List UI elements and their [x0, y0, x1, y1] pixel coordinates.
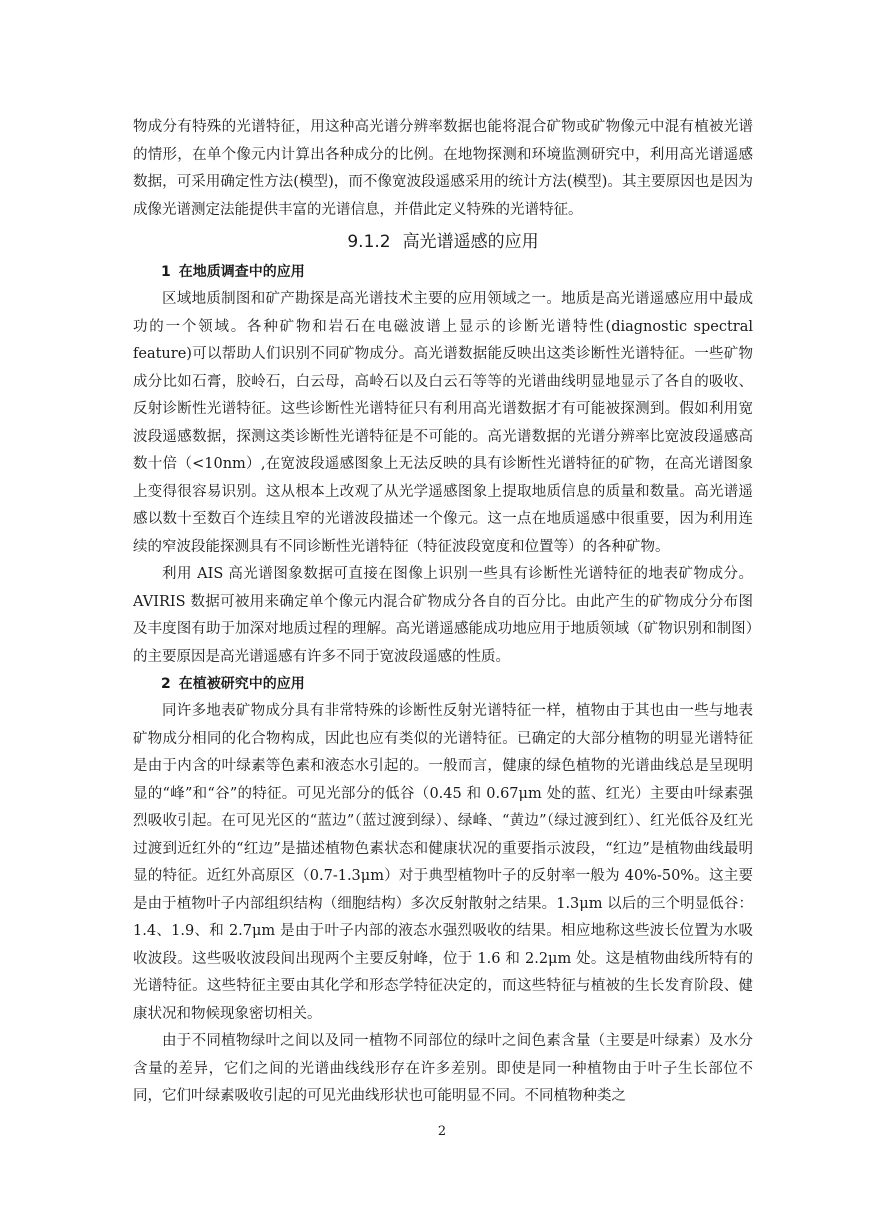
subsection-title: 在植被研究中的应用: [178, 676, 305, 692]
body-paragraph: 同许多地表矿物成分具有非常特殊的诊断性反射光谱特征一样，植物由于其也由一些与地表矿物成分相同的化合物构成，因此也应有类似的光谱特征。已确定的大部分植物的明显光谱特征是由于内含的叶绿素等色素和液态水引起的。一般而言，健康的绿色植物的光谱曲线总是呈现明显的“峰”和“谷”的特征。可见光部分的低谷（0.45 和 0.67μm 处的蓝、红光）主要由叶绿素强烈吸收引起。在可见光区的“蓝边”（蓝过渡到绿）、绿峰、“黄边”（绿过渡到红）、红光低谷及红光过渡到近红外的“红边”是描述植物色素状态和健康状况的重要指示波段，“红边”是植物曲线最明显的特征。近红外高原区（0.7-1.3μm）对于典型植物叶子的反射率一般为 40%-50%。这主要是由于植物叶子内部组织结构（细胞结构）多次反射散射之结果。1.3μm 以后的三个明显低谷：1.4、1.9、和 2.7μm 是由于叶子内部的液态水强烈吸收的结果。相应地称这些波长位置为水吸收波段。这些吸收波段间出现两个主要反射峰，位于 1.6 和 2.2μm 处。这是植物曲线所特有的光谱特征。这些特征主要由其化学和形态学特征决定的，而这些特征与植被的生长发育阶段、健康状况和物候现象密切相关。: [133, 703, 753, 1022]
subsection-heading-geology: [133, 259, 753, 286]
subsection-title: 在地质调查中的应用: [178, 264, 305, 280]
subsection-number: 1: [161, 264, 171, 280]
subsection-heading-vegetation: [133, 671, 753, 698]
body-paragraph-continued: 物成分有特殊的光谱特征，用这种高光谱分辨率数据也能将混合矿物或矿物像元中混有植被光谱的情形，在单个像元内计算出各种成分的比例。在地物探测和环境监测研究中，利用高光谱遥感数据，可采用确定性方法(模型)，而不像宽波段遥感采用的统计方法(模型)。其主要原因也是因为成像光谱测定法能提供丰富的光谱信息，并借此定义特殊的光谱特征。: [133, 119, 753, 218]
body-paragraph: 利用 AIS 高光谱图象数据可直接在图像上识别一些具有诊断性光谱特征的地表矿物成分。AVIRIS 数据可被用来确定单个像元内混合矿物成分各自的百分比。由此产生的矿物成分分布图及丰度图有助于加深对地质过程的理解。高光谱遥感能成功地应用于地质领域（矿物识别和制图）的主要原因是高光谱遥感有许多不同于宽波段遥感的性质。: [133, 566, 753, 665]
section-heading: [133, 227, 753, 257]
body-paragraph: 区域地质制图和矿产勘探是高光谱技术主要的应用领域之一。地质是高光谱遥感应用中最成功的一个领域。各种矿物和岩石在电磁波谱上显示的诊断光谱特性(diagnostic spectral feature)可以帮助人们识别不同矿物成分。高光谱数据能反映出这类诊断性光谱特征。一些矿物成分比如石膏，胶岭石，白云母，高岭石以及白云石等等的光谱曲线明显地显示了各自的吸收、反射诊断性光谱特征。这些诊断性光谱特征只有利用高光谱数据才有可能被探测到。假如利用宽波段遥感数据，探测这类诊断性光谱特征是不可能的。高光谱数据的光谱分辨率比宽波段遥感高数十倍（<10nm）,在宽波段遥感图象上无法反映的具有诊断性光谱特征的矿物，在高光谱图象上变得很容易识别。这从根本上改观了从光学遥感图象上提取地质信息的质量和数量。高光谱遥感以数十至数百个连续且窄的光谱波段描述一个像元。这一点在地质遥感中很重要，因为利用连续的窄波段能探测具有不同诊断性光谱特征（特征波段宽度和位置等）的各种矿物。: [133, 291, 753, 555]
page-number: 2: [437, 1124, 447, 1139]
subsection-number: 2: [161, 676, 171, 692]
body-paragraph: 由于不同植物绿叶之间以及同一植物不同部位的绿叶之间色素含量（主要是叶绿素）及水分含量的差异，它们之间的光谱曲线线形存在许多差别。即使是同一种植物由于叶子生长部位不同，它们叶绿素吸收引起的可见光曲线形状也可能明显不同。不同植物种类之: [133, 1033, 753, 1104]
page-content: [133, 114, 753, 1111]
section-title: 高光谱遥感的应用: [402, 232, 539, 252]
section-number: 9.1.2: [347, 232, 391, 252]
